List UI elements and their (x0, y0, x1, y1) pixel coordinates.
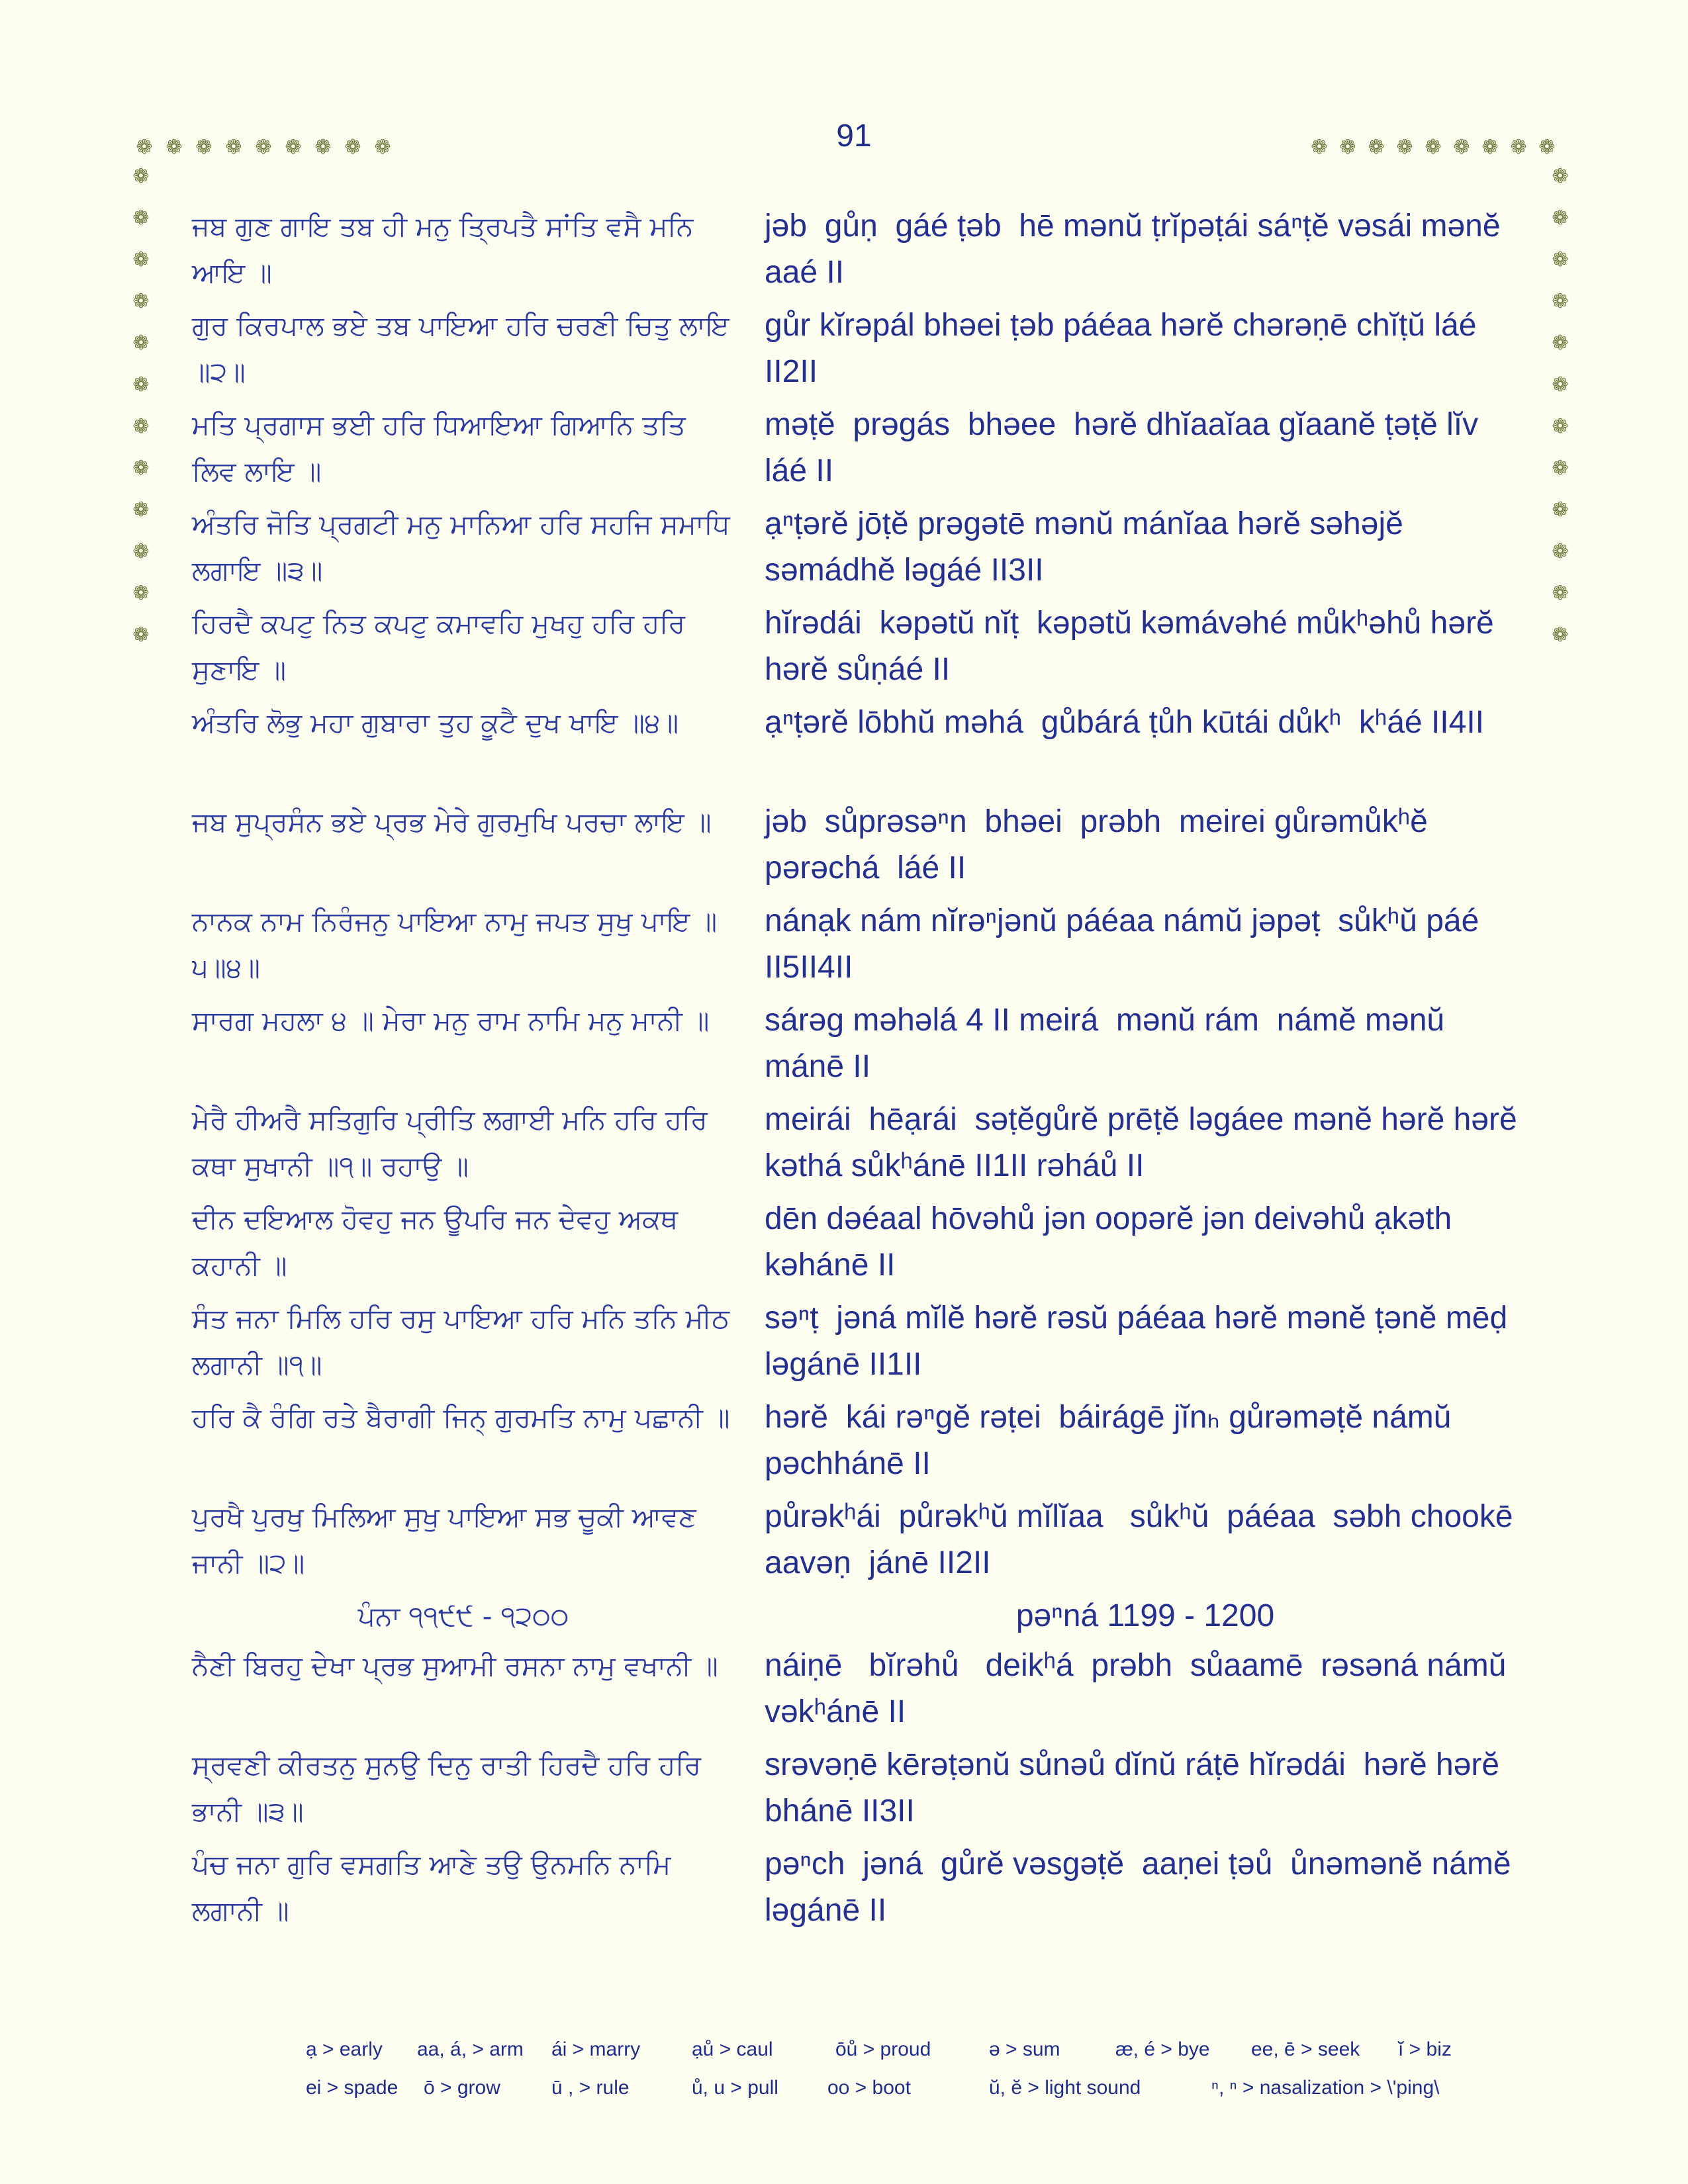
transliteration-text: náiṇē bĭrəhů deikʰá prəbh sůaamē rəsəná námŭ vəkʰánē II (765, 1648, 1524, 1729)
gurmukhi-text: ਮਤਿ ਪ੍ਰਗਾਸ ਭਈ ਹਰਿ ਧਿਆਇਆ ਗਿਆਨਿ ਤਤਿ ਲਿਵ ਲਾਇ ॥ (192, 409, 694, 487)
gurmukhi-text: ਨੈਣੀ ਬਿਰਹੁ ਦੇਖਾ ਪ੍ਰਭ ਸੁਆਮੀ ਰਸਨਾ ਨਾਮੁ ਵਖਾਨੀ ॥ (192, 1650, 718, 1682)
flower-ornament-icon: ❁ (1396, 136, 1413, 159)
gurmukhi-text: ਅੰਤਰਿ ਲੋਭੁ ਮਹਾ ਗੁਬਾਰਾ ਤੁਹ ਕੂਟੈ ਦੁਖ ਖਾਇ ॥੪॥ (192, 707, 679, 739)
gurmukhi-text: ਸੰਤ ਜਨਾ ਮਿਲਿ ਹਰਿ ਰਸੁ ਪਾਇਆ ਹਰਿ ਮਨਿ ਤਨਿ ਮੀਠ ਲਗਾਨੀ ॥੧॥ (192, 1302, 738, 1381)
legend-item: ōů > proud (835, 2038, 931, 2060)
page-range-transliteration: pəⁿná 1199 - 1200 (1015, 1598, 1275, 1633)
flower-ornament-icon: ❁ (255, 136, 272, 159)
transliteration-text: səⁿṭ jəná mĭlĕ hərĕ rəsŭ páéaa hərĕ mənĕ ṭənĕ mēḍ ləgánē II1II (765, 1300, 1525, 1382)
gurmukhi-text: ਅੰਤਰਿ ਜੋਤਿ ਪ੍ਰਗਟੀ ਮਨੁ ਮਾਨਿਆ ਹਰਿ ਸਹਜਿ ਸਮਾਧਿ ਲਗਾਇ ॥੩॥ (192, 508, 739, 586)
flower-ornament-icon: ❁ (285, 136, 302, 159)
flower-ornament-icon: ❁ (1552, 582, 1569, 605)
flower-ornament-icon: ❁ (132, 623, 150, 647)
gurmukhi-text: ਨਾਨਕ ਨਾਮ ਨਿਰੰਜਨੁ ਪਾਇਆ ਨਾਮੁ ਜਪਤ ਸੁਖੁ ਪਾਇ ॥੫॥੪॥ (192, 905, 718, 983)
gurmukhi-text: ਹਿਰਦੈ ਕਪਟੁ ਨਿਤ ਕਪਟੁ ਕਮਾਵਹਿ ਮੁਖਹੁ ਹਰਿ ਹਰਿ ਸੁਣਾਇ ॥ (192, 608, 694, 686)
transliteration-text: pəⁿch jəná gůrĕ vəsgəṭĕ aaṇei ṭəů ůnəmənĕ námĕ ləgánē II (765, 1846, 1529, 1928)
legend-item: oo > boot (827, 2077, 911, 2099)
page-number: 91 (836, 118, 872, 154)
transliteration-text: hərĕ kái rəⁿgĕ rəṭei báirágē jĭnₕ gůrəməṭĕ námŭ pəchhánē II (765, 1400, 1460, 1481)
flower-ornament-icon: ❁ (1481, 136, 1499, 159)
transliteration-text: sárəg məhəlá 4 II meirá mənŭ rám námĕ mənŭ mánē II (765, 1003, 1454, 1084)
gurmukhi-text: ਮੇਰੈ ਹੀਅਰੈ ਸਤਿਗੁਰਿ ਪ੍ਰੀਤਿ ਲਗਾਈ ਮਨਿ ਹਰਿ ਹਰਿ ਕਥਾ ਸੁਖਾਨੀ ॥੧॥ ਰਹਾਉ ॥ (192, 1104, 716, 1182)
legend-item: ō > grow (424, 2077, 500, 2099)
gurmukhi-text: ਸ੍ਰਵਣੀ ਕੀਰਤਨੁ ਸੁਨਉ ਦਿਨੁ ਰਾਤੀ ਹਿਰਦੈ ਹਰਿ ਹਰਿ ਭਾਨੀ ॥੩॥ (192, 1749, 710, 1827)
gurmukhi-text: ਦੀਨ ਦਇਆਲ ਹੋਵਹੁ ਜਨ ਊਪਰਿ ਜਨ ਦੇਵਹੁ ਅਕਥ ਕਹਾਨੀ ॥ (192, 1203, 687, 1281)
flower-ornament-icon: ❁ (1368, 136, 1385, 159)
flower-ornament-icon: ❁ (1510, 136, 1527, 159)
flower-ornament-icon: ❁ (132, 457, 150, 480)
legend-item: ə > sum (989, 2038, 1060, 2060)
gurmukhi-text: ਪੁਰਖੈ ਪੁਰਖੁ ਮਿਲਿਆ ਸੁਖੁ ਪਾਇਆ ਸਭ ਚੂਕੀ ਆਵਣ ਜਾਨੀ ॥੨॥ (192, 1501, 705, 1579)
transliteration-text: ạⁿṭərĕ jōṭĕ prəgətē mənŭ mánĭaa hərĕ səhəjĕ səmádhĕ ləgáé II3II (765, 506, 1413, 588)
gurmukhi-text: ਸਾਰਗ ਮਹਲਾ ੪ ॥ ਮੇਰਾ ਮਨੁ ਰਾਮ ਨਾਮਿ ਮਨੁ ਮਾਨੀ ॥ (192, 1005, 710, 1036)
legend-item: ⁿ, ⁿ > nasalization > \'ping\ (1211, 2077, 1440, 2099)
legend-item: æ, é > bye (1115, 2038, 1210, 2060)
legend-item: ái > marry (551, 2038, 641, 2060)
flower-ornament-icon: ❁ (1453, 136, 1470, 159)
flower-ornament-icon: ❁ (132, 248, 150, 271)
flower-ornament-icon: ❁ (132, 206, 150, 230)
flower-ornament-icon: ❁ (1552, 415, 1569, 438)
legend-item: ee, ē > seek (1251, 2038, 1360, 2060)
transliteration-text: dēn dəéaal hōvəhů jən oopərĕ jən deivəhů ạkəth kəhánē II (765, 1201, 1461, 1283)
flower-ornament-icon: ❁ (1552, 540, 1569, 563)
flower-ornament-icon: ❁ (132, 290, 150, 313)
flower-ornament-icon: ❁ (1552, 373, 1569, 396)
transliteration-text: hĭrədái kəpətŭ nĭṭ kəpətŭ kəmávəhé můkʰəhů hərĕ hərĕ sůṇáé II (765, 606, 1503, 687)
flower-ornament-icon: ❁ (1339, 136, 1356, 159)
legend-item: ū , > rule (551, 2077, 630, 2099)
legend-item: ei > spade (306, 2077, 399, 2099)
flower-ornament-icon: ❁ (132, 332, 150, 355)
flower-ornament-icon: ❁ (132, 165, 150, 188)
flower-ornament-icon: ❁ (1425, 136, 1442, 159)
transliteration-text: jəb sůprəsəⁿn bhəei prəbh meirei gůrəmůkʰĕ pərəchá láé II (765, 804, 1437, 886)
flower-ornament-icon: ❁ (225, 136, 242, 159)
flower-ornament-icon: ❁ (132, 582, 150, 605)
flower-ornament-icon: ❁ (1552, 457, 1569, 480)
transliteration-text: gůr kĭrəpál bhəei ṭəb páéaa hərĕ chərəṇē chĭṭŭ láé II2II (765, 308, 1485, 389)
flower-ornament-icon: ❁ (1552, 165, 1569, 188)
flower-ornament-icon: ❁ (1552, 206, 1569, 230)
flower-ornament-icon: ❁ (132, 415, 150, 438)
flower-ornament-icon: ❁ (136, 136, 153, 159)
flower-ornament-icon: ❁ (1552, 248, 1569, 271)
page-range-gurmukhi: ਪੰਨਾ ੧੧੯੯ - ੧੨੦੦ (357, 1600, 569, 1632)
flower-ornament-icon: ❁ (1552, 498, 1569, 522)
flower-ornament-icon: ❁ (314, 136, 332, 159)
flower-ornament-icon: ❁ (132, 498, 150, 522)
legend-item: aa, á, > arm (417, 2038, 524, 2060)
flower-ornament-icon: ❁ (132, 373, 150, 396)
transliteration-text: nánạk nám nĭrəⁿjənŭ páéaa námŭ jəpəṭ sůkʰŭ páé II5II4II (765, 903, 1488, 985)
transliteration-text: jəb gůṇ gáé ṭəb hē mənŭ ṭrĭpəṭái sáⁿṭĕ vəsái mənĕ aaé II (765, 208, 1519, 290)
flower-ornament-icon: ❁ (1311, 136, 1328, 159)
legend-item: ạů > caul (692, 2038, 773, 2060)
legend-item: ĭ > biz (1398, 2038, 1452, 2060)
gurmukhi-text: ਹਰਿ ਕੈ ਰੰਗਿ ਰਤੇ ਬੈਰਾਗੀ ਜਿਨ੍ ਗੁਰਮਤਿ ਨਾਮੁ ਪਛਾਨੀ ॥ (192, 1402, 730, 1433)
legend-item: ů, u > pull (692, 2077, 778, 2099)
transliteration-text: məṭĕ prəgás bhəee hərĕ dhĭaaĭaa gĭaanĕ ṭəṭĕ lĭv láé II (765, 407, 1496, 488)
transliteration-text: meirái hēạrái səṭĕgůrĕ prēṭĕ ləgáee mənĕ hərĕ hərĕ kəthá sůkʰánē II1II rəháů II (765, 1102, 1526, 1183)
gurmukhi-text: ਜਬ ਗੁਣ ਗਾਇ ਤਬ ਹੀ ਮਨੁ ਤ੍ਰਿਪਤੈ ਸਾਂਤਿ ਵਸੈ ਮਨਿ ਆਇ ॥ (192, 210, 702, 289)
flower-ornament-icon: ❁ (165, 136, 183, 159)
flower-ornament-icon: ❁ (195, 136, 212, 159)
flower-ornament-icon: ❁ (374, 136, 391, 159)
transliteration-text: ạⁿṭərĕ lōbhŭ məhá gůbárá ṭůh kūtái důkʰ kʰáé II4II (765, 705, 1484, 740)
flower-ornament-icon: ❁ (132, 540, 150, 563)
gurmukhi-text: ਗੁਰ ਕਿਰਪਾਲ ਭਏ ਤਬ ਪਾਇਆ ਹਰਿ ਚਰਣੀ ਚਿਤੁ ਲਾਇ ॥੨॥ (192, 310, 738, 388)
transliteration-text: půrəkʰái půrəkʰŭ mĭlĭaa sůkʰŭ páéaa səbh chookē aavəṇ jánē II2II (765, 1499, 1522, 1580)
transliteration-text: srəvəṇē kērəṭənŭ sůnəů dĭnŭ ráṭē hĭrədái hərĕ hərĕ bhánē II3II (765, 1747, 1509, 1829)
flower-ornament-icon: ❁ (1552, 332, 1569, 355)
flower-ornament-icon: ❁ (1552, 290, 1569, 313)
gurmukhi-text: ਪੰਚ ਜਨਾ ਗੁਰਿ ਵਸਗਤਿ ਆਣੇ ਤਉ ਉਨਮਨਿ ਨਾਮਿ ਲਗਾਨੀ ॥ (192, 1848, 680, 1927)
flower-ornament-icon: ❁ (344, 136, 361, 159)
legend-item: ạ > early (306, 2038, 383, 2060)
legend-item: ŭ, ĕ > light sound (989, 2077, 1141, 2099)
flower-ornament-icon: ❁ (1552, 623, 1569, 647)
flower-ornament-icon: ❁ (1538, 136, 1556, 159)
gurmukhi-text: ਜਬ ਸੁਪ੍ਰਸੰਨ ਭਏ ਪ੍ਰਭ ਮੇਰੇ ਗੁਰਮੁਖਿ ਪਰਚਾ ਲਾਇ ॥ (192, 806, 712, 838)
